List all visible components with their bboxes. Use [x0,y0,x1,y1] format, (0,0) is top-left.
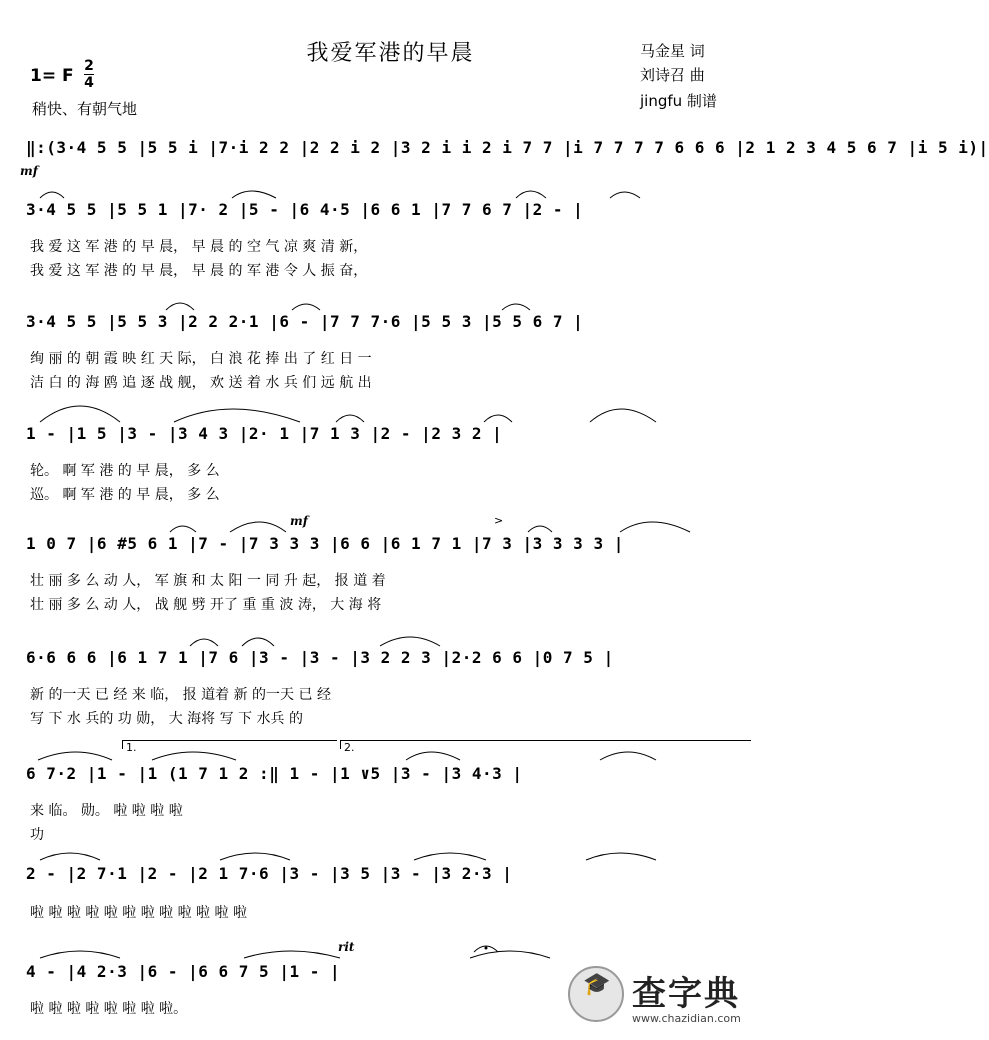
dynamic-mf: mf [20,164,38,178]
lyric-row-8: 啦 啦 啦 啦 啦 啦 啦 啦。 [30,1001,188,1017]
watermark-name: 查字典 [632,974,740,1014]
notation-row-6: 6 7·2 |1 - |1 (1 7 1 2 :‖ 1 - |1 ∨5 |3 - |3 4·3 | [26,764,523,783]
time-signature-bottom: 4 [84,75,94,91]
accent-mark: > [494,514,504,527]
lyric-row-2-verse-2: 洁 白 的 海 鸥 追 逐 战 舰， 欢 送 着 水 兵 们 远 航 出 [30,375,372,391]
watermark-logo [560,962,772,1032]
notation-row-7: 2 - |2 7·1 |2 - |2 1 7·6 |3 - |3 5 |3 - |3 2·3 | [26,864,513,883]
engraver-credit: jingfu 制谱 [640,92,717,110]
lyric-row-5-verse-1: 新 的一天 已 经 来 临， 报 道着 新 的一天 已 经 [30,687,331,703]
notation-row-8: 4 - |4 2·3 |6 - |6 6 7 5 |1 - | [26,962,341,981]
notation-row-3: 1 - |1 5 |3 - |3 4 3 |2· 1 |7 1 3 |2 - |2 3 2 | [26,424,503,443]
lyric-row-2-verse-1: 绚 丽 的 朝 霞 映 红 天 际， 白 浪 花 捧 出 了 红 日 一 [30,351,372,367]
notation-row-1: 3·4 5 5 |5 5 1 |7· 2 |5 - |6 4·5 |6 6 1 |7 7 6 7 |2 - | [26,200,584,219]
lyric-row-4-verse-2: 壮 丽 多 么 动 人， 战 舰 劈 开了 重 重 波 涛， 大 海 将 [30,597,382,613]
notation-row-0: ‖:(3·4 5 5 |5 5 i |7·i 2 2 |2 2 i 2 |3 2 i i 2 i 7 7 |i 7 7 7 7 6 6 6 |2 1 2 3 4 5 6 7 |i 5 i)| [26,138,989,157]
tempo-marking: 稍快、有朝气地 [32,100,138,118]
dynamic-rit: rit [338,940,355,954]
composer-credit: 刘诗召 曲 [640,66,705,84]
time-signature-top: 2 [84,58,94,74]
lyric-row-1-verse-2: 我 爱 这 军 港 的 早 晨， 早 晨 的 军 港 令 人 振 奋， [30,263,368,279]
key-signature: 1= F [30,66,74,86]
lyric-row-3-verse-2: 巡。 啊 军 港 的 早 晨， 多 么 [30,487,220,503]
lyricist-credit: 马金星 词 [640,42,705,60]
volta-second-label: 2. [344,741,355,754]
volta-first-label: 1. [126,741,137,754]
page-title: 我爱军港的早晨 [306,41,475,66]
lyric-row-5-verse-2: 写 下 水 兵的 功 勋， 大 海将 写 下 水兵 的 [30,711,303,727]
lyric-row-6-verse-2: 功 [30,827,44,843]
watermark-url: www.chazidian.com [632,1012,741,1025]
notation-row-5: 6·6 6 6 |6 1 7 1 |7 6 |3 - |3 - |3 2 2 3 |2·2 6 6 |0 7 5 | [26,648,614,667]
lyric-row-4-verse-1: 壮 丽 多 么 动 人， 军 旗 和 太 阳 一 同 升 起， 报 道 着 [30,573,386,589]
dynamic-mf-2: mf [290,514,308,528]
notation-row-2: 3·4 5 5 |5 5 3 |2 2 2·1 |6 - |7 7 7·6 |5 5 3 |5 5 6 7 | [26,312,584,331]
lyric-row-6-verse-1: 来 临。 勋。 啦 啦 啦 啦 [30,803,183,819]
lyric-row-7: 啦 啦 啦 啦 啦 啦 啦 啦 啦 啦 啦 啦 [30,905,247,921]
mascot-icon: 🎓 [568,966,624,1022]
lyric-row-3-verse-1: 轮。 啊 军 港 的 早 晨， 多 么 [30,463,220,479]
lyric-row-1-verse-1: 我 爱 这 军 港 的 早 晨， 早 晨 的 空 气 凉 爽 清 新， [30,239,368,255]
notation-row-4: 1 0 7 |6 #5 6 1 |7 - |7 3 3 3 |6 6 |6 1 7 1 |7 3 |3 3 3 3 | [26,534,624,553]
